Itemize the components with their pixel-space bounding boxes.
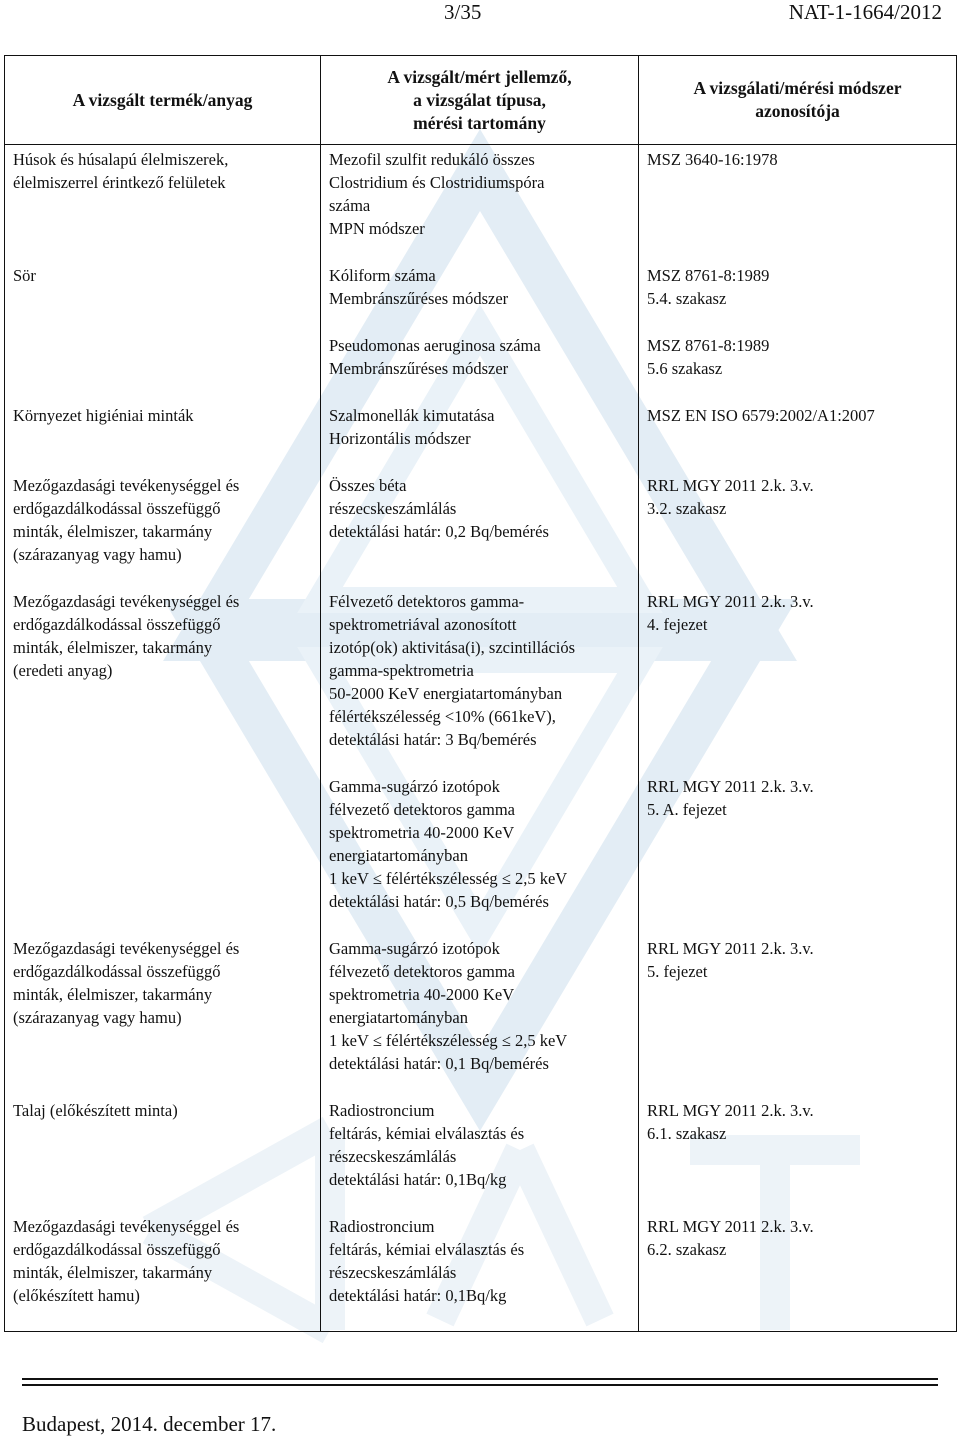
cell-line: detektálási határ: 0,2 Bq/bemérés [329,522,549,541]
header-method [639,56,957,145]
cell-property [321,1215,639,1332]
cell-line: részecskeszámlálás [329,1263,457,1282]
cell-line: MPN módszer [329,219,425,238]
cell-method [639,334,957,404]
cell-line: MSZ 8761-8:1989 [647,266,770,285]
cell-line: 3.2. szakasz [647,499,727,518]
table-row [5,937,957,1099]
cell-line: 5. A. fejezet [647,800,727,819]
table-row [5,145,957,265]
footer-rule-top [22,1378,938,1380]
table-row [5,1215,957,1332]
cell-line: minták, élelmiszer, takarmány [13,522,213,541]
cell-method [639,145,957,265]
cell-line: részecskeszámlálás [329,1147,457,1166]
cell-product [5,1099,321,1215]
header-property [321,56,639,145]
cell-line: izotóp(ok) aktivitása(i), szcintillációs [329,638,576,657]
cell-line: 5. fejezet [647,962,708,981]
accreditation-table [4,55,957,1332]
cell-method [639,590,957,775]
cell-line: A vizsgált/mért jellemző, [387,66,572,87]
cell-line: Gamma-sugárzó izotópok [329,777,500,796]
cell-line: Mezofil szulfit redukáló összes [329,150,535,169]
table-row [5,590,957,775]
cell-line: detektálási határ: 3 Bq/bemérés [329,730,537,749]
cell-line: RRL MGY 2011 2.k. 3.v. [647,592,814,611]
cell-line: detektálási határ: 0,1 Bq/bemérés [329,1054,549,1073]
cell-line: Membránszűréses módszer [329,289,509,308]
document-id: NAT-1-1664/2012 [788,0,942,24]
cell-line: 6.1. szakasz [647,1124,727,1143]
cell-line: (előkészített hamu) [13,1286,140,1305]
cell-line: RRL MGY 2011 2.k. 3.v. [647,1217,814,1236]
footer-date: Budapest, 2014. december 17. [22,1412,277,1436]
cell-line: RRL MGY 2011 2.k. 3.v. [647,1101,814,1120]
cell-line: (szárazanyag vagy hamu) [13,1008,182,1027]
table-row [5,775,957,937]
cell-line: RRL MGY 2011 2.k. 3.v. [647,476,814,495]
cell-product [5,1215,321,1332]
cell-line: Gamma-sugárzó izotópok [329,939,500,958]
cell-product [5,404,321,474]
cell-product [5,775,321,937]
page-number: 3/35 [444,0,482,24]
cell-line: Pseudomonas aeruginosa száma [329,336,541,355]
cell-line: minták, élelmiszer, takarmány [13,985,213,1004]
table-row [5,264,957,334]
cell-line: a vizsgálat típusa, [413,89,546,110]
cell-line: detektálási határ: 0,1Bq/kg [329,1286,507,1305]
cell-product [5,264,321,334]
cell-line: Összes béta [329,476,407,495]
cell-line: RRL MGY 2011 2.k. 3.v. [647,939,814,958]
cell-line: erdőgazdálkodással összefüggő [13,499,221,518]
cell-line: Sör [13,266,36,285]
cell-method [639,775,957,937]
cell-property [321,145,639,265]
cell-line: RRL MGY 2011 2.k. 3.v. [647,777,814,796]
cell-line: 6.2. szakasz [647,1240,727,1259]
footer-rule-bottom [22,1384,938,1386]
cell-line: Radiostroncium [329,1217,435,1236]
cell-line: feltárás, kémiai elválasztás és [329,1124,525,1143]
cell-line: részecskeszámlálás [329,499,457,518]
cell-method [639,404,957,474]
cell-property [321,264,639,334]
cell-line: 1 keV ≤ félértékszélesség ≤ 2,5 keV [329,869,568,888]
cell-line: félértékszélesség <10% (661keV), [329,707,556,726]
cell-line: erdőgazdálkodással összefüggő [13,962,221,981]
cell-line: Talaj (előkészített minta) [13,1101,178,1120]
cell-product [5,590,321,775]
cell-line: MSZ EN ISO 6579:2002/A1:2007 [647,406,875,425]
cell-line: Kóliform száma [329,266,436,285]
cell-product [5,474,321,590]
cell-method [639,474,957,590]
cell-line: félvezető detektoros gamma [329,800,516,819]
cell-line: erdőgazdálkodással összefüggő [13,1240,221,1259]
cell-line: MSZ 3640-16:1978 [647,150,778,169]
cell-line: erdőgazdálkodással összefüggő [13,615,221,634]
cell-property [321,334,639,404]
cell-line: 4. fejezet [647,615,708,634]
cell-line: 1 keV ≤ félértékszélesség ≤ 2,5 keV [329,1031,568,1050]
cell-product [5,937,321,1099]
cell-line: Mezőgazdasági tevékenységgel és [13,592,240,611]
cell-line: A vizsgált termék/anyag [72,89,253,110]
cell-line: Mezőgazdasági tevékenységgel és [13,476,240,495]
cell-line: Környezet higiéniai minták [13,406,194,425]
cell-line: Húsok és húsalapú élelmiszerek, [13,150,229,169]
cell-line: élelmiszerrel érintkező felületek [13,173,226,192]
table-header-row [5,56,957,145]
cell-product [5,145,321,265]
cell-line: Szalmonellák kimutatása [329,406,495,425]
cell-line: energiatartományban [329,846,468,865]
cell-line: (szárazanyag vagy hamu) [13,545,182,564]
cell-line: minták, élelmiszer, takarmány [13,1263,213,1282]
cell-method [639,937,957,1099]
cell-line: 50-2000 KeV energiatartományban [329,684,563,703]
cell-line: száma [329,196,371,215]
table-row [5,1099,957,1215]
cell-property [321,404,639,474]
cell-method [639,264,957,334]
cell-line: Radiostroncium [329,1101,435,1120]
cell-line: azonosítója [755,101,840,121]
cell-line: spektrometria 40-2000 KeV [329,985,515,1004]
table-row [5,334,957,404]
cell-line: Horizontális módszer [329,429,471,448]
cell-line: energiatartományban [329,1008,468,1027]
cell-line: Félvezető detektoros gamma- [329,592,525,611]
cell-line: Mezőgazdasági tevékenységgel és [13,1217,240,1236]
cell-line: 5.4. szakasz [647,289,727,308]
cell-line: A vizsgálati/mérési módszer [693,78,902,98]
cell-line: mérési tartomány [413,112,546,133]
cell-line: spektrometriával azonosított [329,615,517,634]
cell-property [321,474,639,590]
cell-product [5,334,321,404]
header-product [5,56,321,145]
cell-line: minták, élelmiszer, takarmány [13,638,213,657]
cell-line: spektrometria 40-2000 KeV [329,823,515,842]
cell-line: Mezőgazdasági tevékenységgel és [13,939,240,958]
cell-line: félvezető detektoros gamma [329,962,516,981]
cell-property [321,1099,639,1215]
cell-method [639,1215,957,1332]
cell-line: feltárás, kémiai elválasztás és [329,1240,525,1259]
cell-line: Clostridium és Clostridiumspóra [329,173,545,192]
cell-line: (eredeti anyag) [13,661,113,680]
table-row [5,474,957,590]
cell-line: 5.6 szakasz [647,359,723,378]
table-row [5,404,957,474]
cell-property [321,590,639,775]
cell-property [321,775,639,937]
cell-line: detektálási határ: 0,1Bq/kg [329,1170,507,1189]
cell-line: MSZ 8761-8:1989 [647,336,770,355]
cell-line: Membránszűréses módszer [329,359,509,378]
cell-line: gamma-spektrometria [329,661,474,680]
cell-line: detektálási határ: 0,5 Bq/bemérés [329,892,549,911]
cell-method [639,1099,957,1215]
cell-property [321,937,639,1099]
